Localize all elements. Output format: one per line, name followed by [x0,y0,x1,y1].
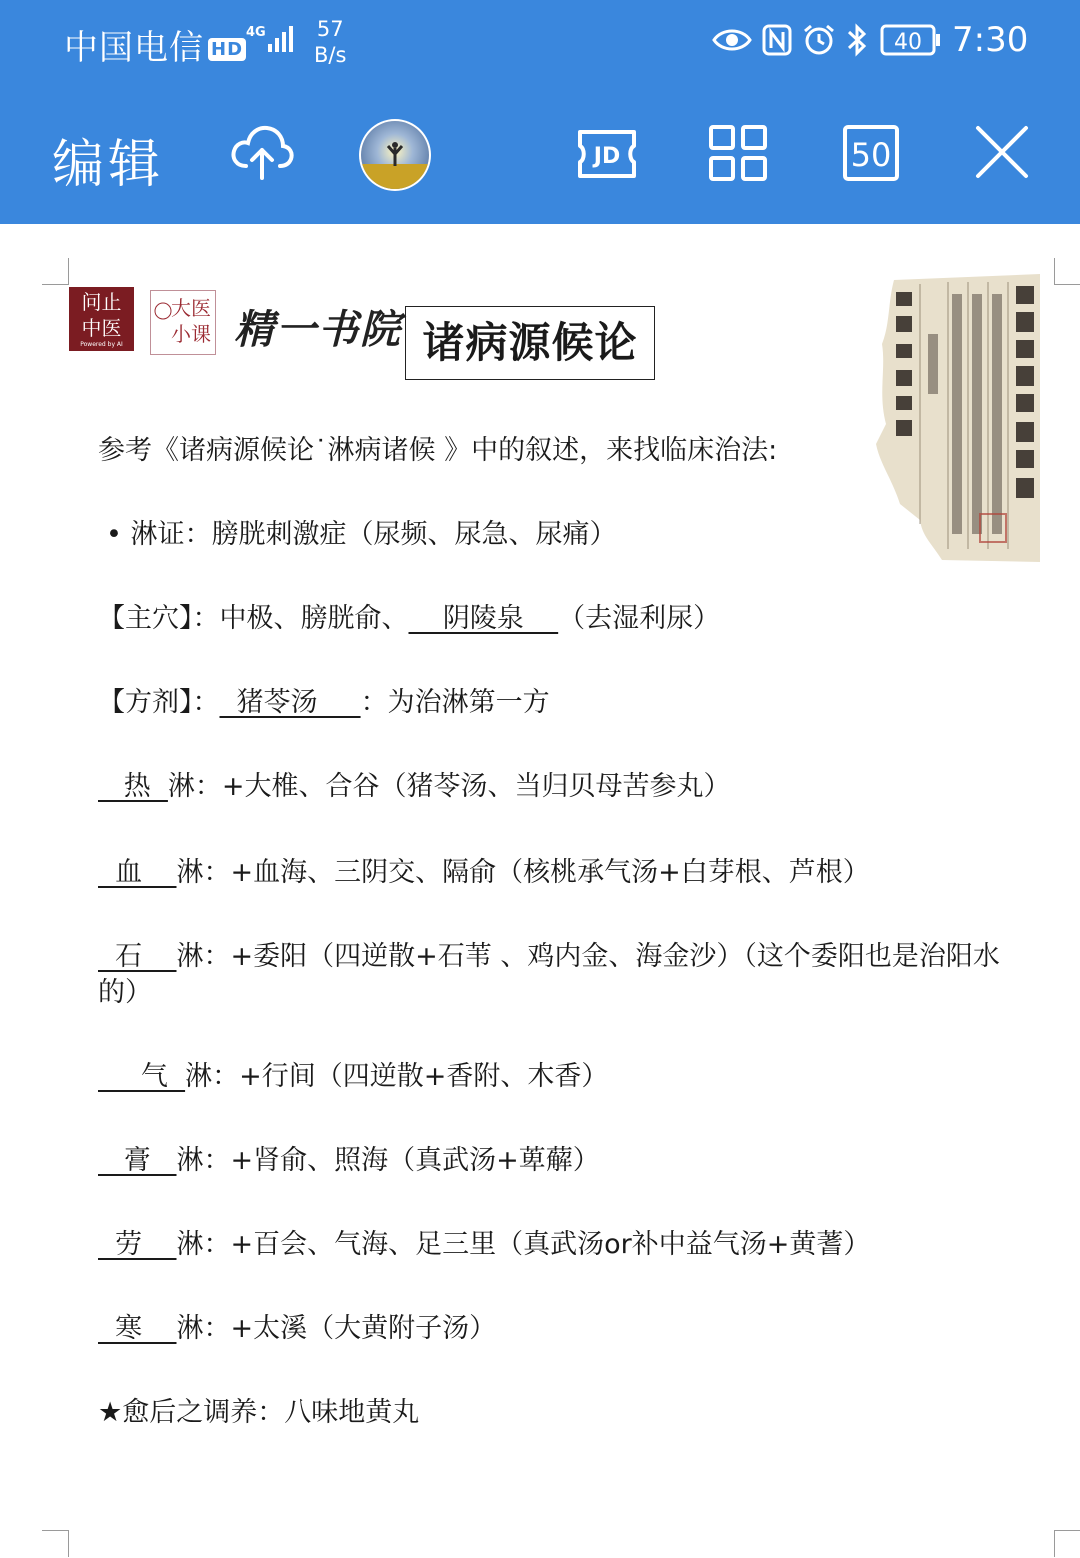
list-item [98,764,731,803]
tab-count: 50 [850,136,892,174]
page-corner-mark [1054,1530,1080,1557]
item-text: 淋：+委阳（四逆散+石苇 、鸡内金、海金沙）（这个委阳也是治阳水 [176,941,1000,972]
document-title: 诸病源候论 [405,306,655,380]
speed-unit: B/s [314,43,347,67]
logo2-line2: 小课 [171,322,211,346]
jingyi-academy-logo: 精一书院 [234,306,402,353]
logo1-line2: 中医 [81,316,122,340]
main-points-rest: （去湿利尿） [558,603,721,634]
hd-badge: HD [208,38,246,61]
page-corner-mark [42,258,69,285]
network-type: 4G [246,25,266,40]
bullet-linzheng: • 淋证：膀胱刺激症（尿频、尿急、尿痛） [106,519,617,550]
list-item [98,1054,608,1093]
bluetooth-icon [846,22,868,58]
nfc-icon [762,24,792,56]
ancient-book-image [872,274,1040,562]
speed-value: 57 [316,17,344,41]
close-icon[interactable] [974,124,1030,180]
main-points-label: 【主穴】：中极、膀胱俞、 [98,603,409,634]
formula-blank: 猪苓汤 [219,687,361,718]
avatar[interactable] [358,118,432,192]
page-corner-mark [42,1530,69,1557]
list-item [98,1222,870,1261]
item-blank: 膏 [98,1145,177,1176]
list-item [98,1138,600,1177]
logo1-small: Powered by AI [80,341,123,348]
eye-icon [712,26,752,54]
main-points-line [98,596,720,635]
main-points-blank: 阴陵泉 [408,603,559,634]
battery-level: 40 [894,30,922,55]
item-blank: 劳 [98,1229,177,1260]
status-carrier [64,20,246,69]
formula-label: 【方剂】： [98,687,220,718]
item-blank: 热 [98,771,168,802]
battery-icon [880,24,942,56]
item-text: 淋：+血海、三阴交、隔俞（核桃承气汤+白芽根、芦根） [176,857,870,888]
aftercare-text: ★愈后之调养：八味地黄丸 [98,1397,420,1428]
signal-icon [246,24,296,56]
list-item [98,934,1000,973]
tab-count-icon[interactable] [842,124,900,182]
item-text: 淋：+肾俞、照海（真武汤+萆薢） [176,1145,600,1176]
item-blank: 气 [98,1061,186,1092]
clock: 7:30 [952,20,1029,60]
grid-icon[interactable] [708,124,768,182]
cloud-upload-icon[interactable] [230,120,294,182]
list-item [98,1306,496,1345]
jd-icon[interactable] [576,126,638,182]
carrier-name: 中国电信 [64,28,204,68]
item-blank: 石 [98,941,177,972]
top-toolbar [0,0,1080,224]
formula-line [98,680,550,719]
item-text: 淋：+大椎、合谷（猪苓汤、当归贝母苦参丸） [167,771,731,802]
list-item [98,850,870,889]
formula-rest: ：为治淋第一方 [360,687,550,718]
list-item-continuation: 的） [98,977,152,1008]
item-blank: 血 [98,857,177,888]
alarm-icon [802,24,836,56]
dayi-xiaoke-logo [150,290,216,355]
edit-button[interactable]: 编辑 [52,135,165,195]
item-text: 淋：+百会、气海、足三里（真武汤or补中益气汤+黄蓍） [176,1229,871,1260]
network-speed [314,16,346,68]
logo1-line1: 问止 [81,290,122,314]
item-text: 淋：+行间（四逆散+香附、木香） [185,1061,609,1092]
item-text: 淋：+太溪（大黄附子汤） [176,1313,497,1344]
logo2-line1: 大医 [171,296,211,320]
seal-icon [154,297,172,325]
item-blank: 寒 [98,1313,177,1344]
wenzhi-logo [69,287,134,351]
page-corner-mark [1054,258,1080,285]
intro-text: 参考《诸病源候论˙淋病诸候 》中的叙述，来找临床治法: [98,435,778,466]
jd-label: JD [593,144,621,169]
